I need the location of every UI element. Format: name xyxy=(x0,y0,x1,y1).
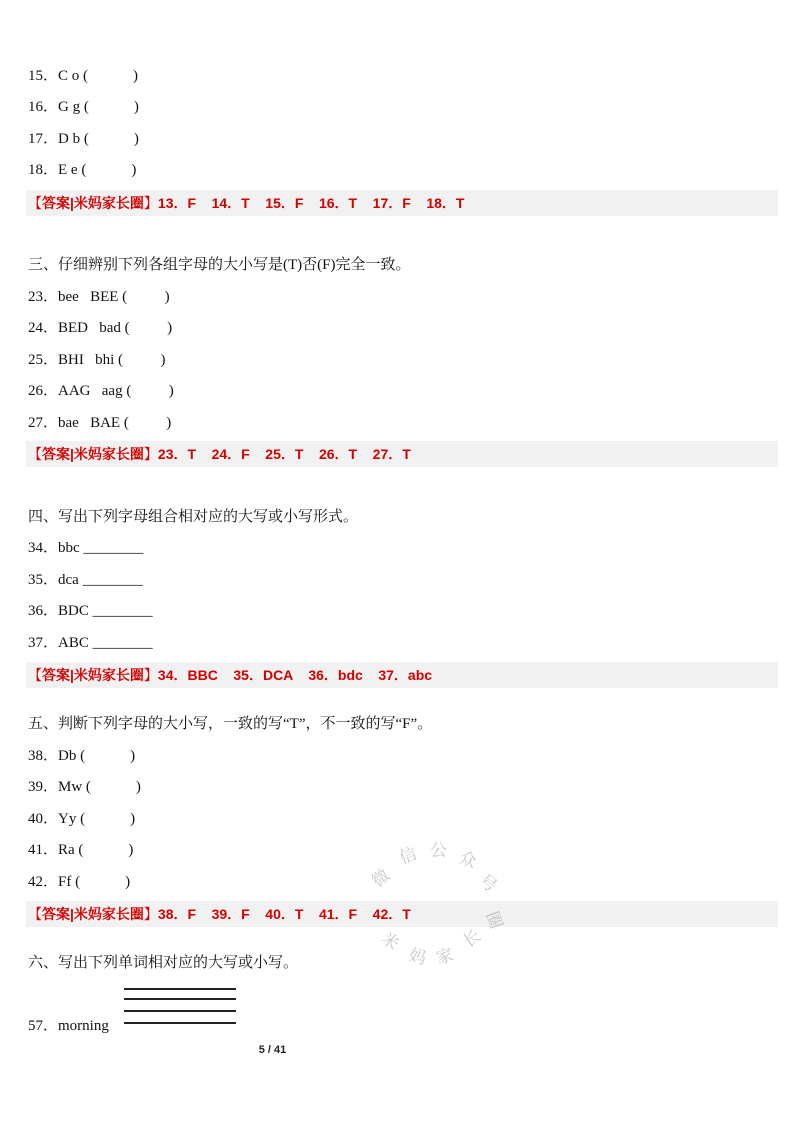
svg-text:家: 家 xyxy=(434,945,456,969)
page-number: 5 / 41 xyxy=(258,1044,287,1056)
answer-bracket-close: 】 xyxy=(143,907,158,923)
answer-values: 13．F 14．T 15．F 16．T 17．F 18．T xyxy=(157,195,465,211)
question-item: 36．BDC ________ xyxy=(28,603,153,619)
section-heading: 五、判断下列字母的大小写，一致的写“T”，不一致的写“F”。 xyxy=(28,716,433,732)
answer-source: 米妈家长圈 xyxy=(73,906,144,922)
question-item: 23．bee BEE ( ) xyxy=(28,289,170,305)
answer-values: 38．F 39．F 40．T 41．F 42．T xyxy=(157,906,411,922)
writing-line xyxy=(124,988,236,990)
answer-label: 答案| xyxy=(42,195,74,211)
answer-bracket-open: 【 xyxy=(28,447,42,463)
answer-label: 答案| xyxy=(42,667,74,683)
svg-text:号: 号 xyxy=(474,870,501,897)
question-item: 26．AAG aag ( ) xyxy=(28,383,174,399)
writing-line xyxy=(124,1010,236,1012)
answer-values: 23．T 24．F 25．T 26．T 27．T xyxy=(157,446,411,462)
question-item: 41．Ra ( ) xyxy=(28,842,134,858)
watermark-stamp xyxy=(360,836,510,986)
answer-bracket-open: 【 xyxy=(28,196,42,212)
handwriting-lines xyxy=(124,988,236,1028)
svg-text:公: 公 xyxy=(430,841,447,861)
section-heading: 四、写出下列字母组合相对应的大写或小写形式。 xyxy=(28,509,359,525)
question-item: 34．bbc ________ xyxy=(28,540,144,556)
answer-bar xyxy=(26,441,778,467)
writing-line xyxy=(124,998,236,1000)
svg-text:众: 众 xyxy=(456,847,480,873)
question-item: 27．bae BAE ( ) xyxy=(28,415,172,431)
answer-source: 米妈家长圈 xyxy=(73,195,144,211)
answer-bracket-close: 】 xyxy=(143,196,158,212)
answer-bar xyxy=(26,190,778,216)
answer-bracket-open: 【 xyxy=(28,668,42,684)
svg-text:妈: 妈 xyxy=(406,945,429,970)
section-heading: 三、仔细辨别下列各组字母的大小写是(T)否(F)完全一致。 xyxy=(28,257,411,273)
question-item: 40．Yy ( ) xyxy=(28,811,136,827)
answer-bracket-open: 【 xyxy=(28,907,42,923)
question-item: 42．Ff ( ) xyxy=(28,874,131,890)
question-item: 18．E e ( ) xyxy=(28,162,137,178)
section-heading: 六、写出下列单词相对应的大写或小写。 xyxy=(28,955,299,971)
answer-values: 34．BBC 35．DCA 36．bdc 37．abc xyxy=(157,667,433,683)
svg-text:圈: 圈 xyxy=(481,908,506,932)
question-item: 37．ABC ________ xyxy=(28,635,153,651)
answer-label: 答案| xyxy=(42,446,74,462)
answer-bracket-close: 】 xyxy=(143,447,158,463)
question-item: 57．morning xyxy=(28,1018,109,1034)
answer-source: 米妈家长圈 xyxy=(73,667,144,683)
question-item: 15．C o ( ) xyxy=(28,68,138,84)
question-item: 39．Mw ( ) xyxy=(28,779,141,795)
answer-bracket-close: 】 xyxy=(143,668,158,684)
question-item: 25．BHI bhi ( ) xyxy=(28,352,166,368)
svg-text:信: 信 xyxy=(396,844,420,869)
question-item: 35．dca ________ xyxy=(28,572,143,588)
svg-text:长: 长 xyxy=(459,925,485,953)
question-item: 24．BED bad ( ) xyxy=(28,320,173,336)
question-item: 38．Db ( ) xyxy=(28,748,136,764)
svg-text:米: 米 xyxy=(376,928,403,955)
answer-label: 答案| xyxy=(42,906,74,922)
question-item: 17．D b ( ) xyxy=(28,131,139,147)
svg-text:微: 微 xyxy=(368,865,395,892)
answer-source: 米妈家长圈 xyxy=(73,446,144,462)
question-item: 16．G g ( ) xyxy=(28,99,139,115)
writing-line xyxy=(124,1022,236,1024)
answer-bar xyxy=(26,662,778,688)
